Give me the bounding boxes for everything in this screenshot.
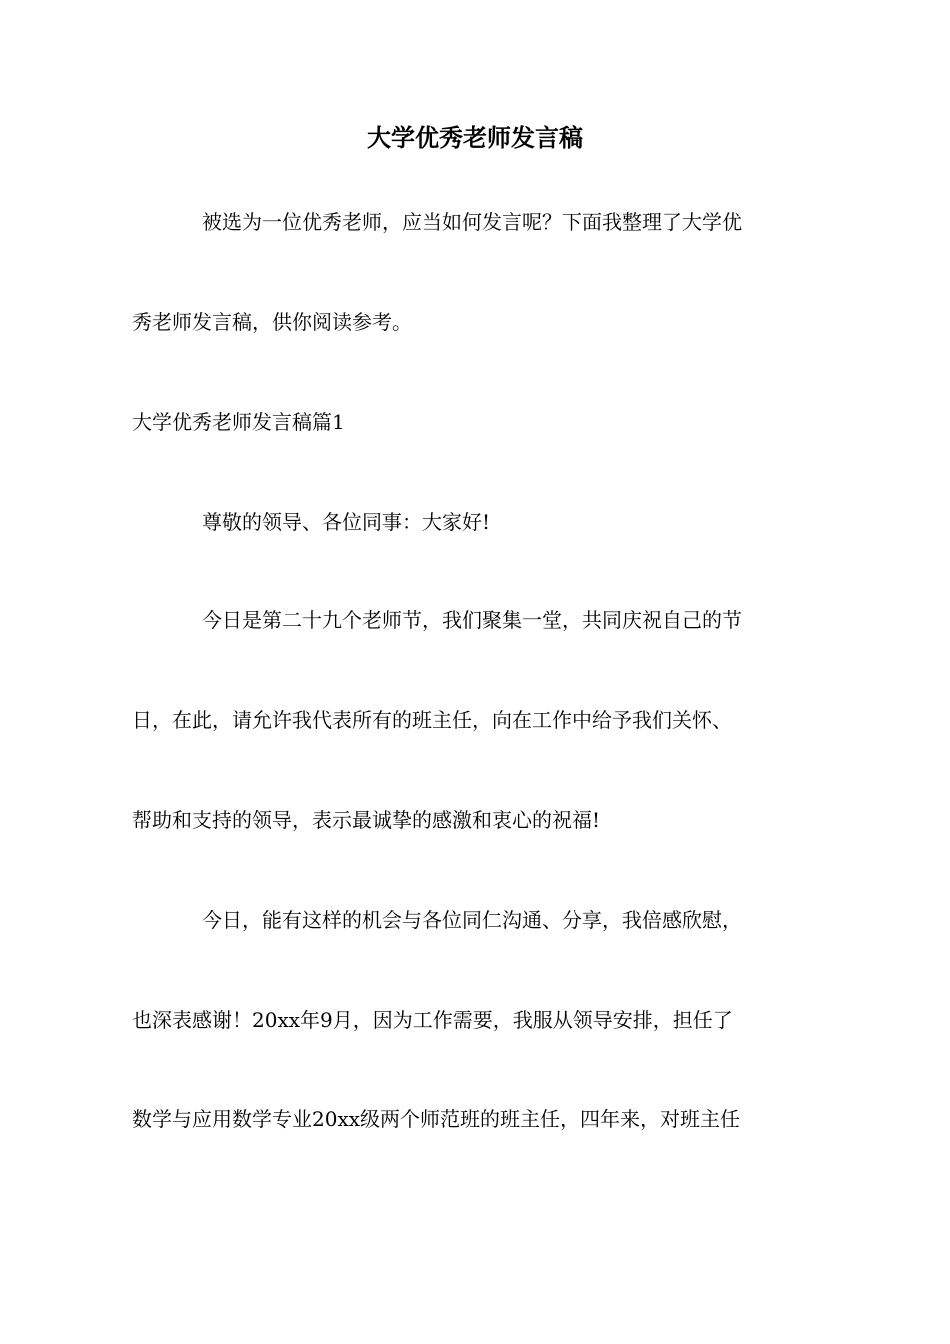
paragraph-line: 帮助和支持的领导，表示最诚挚的感激和衷心的祝福! bbox=[132, 808, 601, 832]
paragraph-line: 今日，能有这样的机会与各位同仁沟通、分享，我倍感欣慰， bbox=[202, 908, 742, 932]
section-heading: 大学优秀老师发言稿篇1 bbox=[132, 410, 345, 434]
paragraph-line: 被选为一位优秀老师，应当如何发言呢？下面我整理了大学优 bbox=[202, 210, 742, 234]
paragraph-line: 日，在此，请允许我代表所有的班主任，向在工作中给予我们关怀、 bbox=[132, 708, 732, 732]
paragraph-line: 今日是第二十九个老师节，我们聚集一堂，共同庆祝自己的节 bbox=[202, 608, 742, 632]
paragraph-line: 尊敬的领导、各位同事：大家好! bbox=[202, 510, 491, 534]
paragraph-line: 秀老师发言稿，供你阅读参考。 bbox=[132, 310, 412, 334]
paragraph-line: 数学与应用数学专业20xx级两个师范班的班主任，四年来，对班主任 bbox=[132, 1107, 741, 1131]
document-title: 大学优秀老师发言稿 bbox=[367, 124, 583, 152]
paragraph-line: 也深表感谢！20xx年9月，因为工作需要，我服从领导安排，担任了 bbox=[132, 1008, 733, 1032]
